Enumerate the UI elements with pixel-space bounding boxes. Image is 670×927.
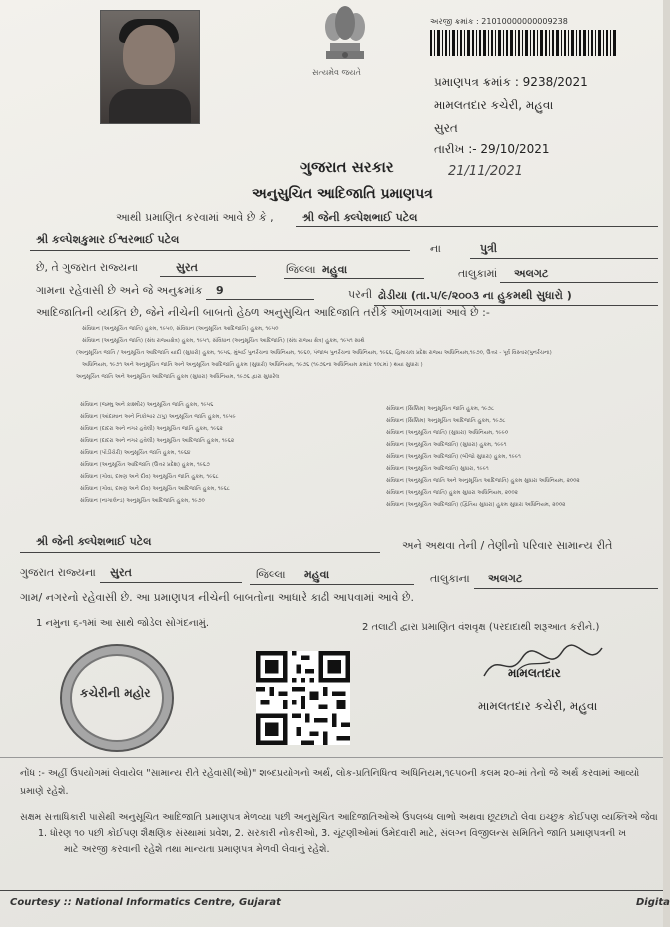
district-city: સુરત <box>176 261 198 274</box>
district: મહુવા <box>322 263 348 276</box>
qr-code <box>256 651 350 745</box>
order-right: સંવિધાન (અનુસૂચિત જાતિ) (સુધારા) અધિનિયમ, ૧૯૯૦ <box>386 430 509 436</box>
notice-line: અધિનિયમ, ૧૯૭૧ અને અનુસૂચિત જાતિ અને અનુસૂચિત આદિજાતિ હુકમ (સુધારો) અધિનિયમ, ૧૯૭૬ (૧૯૭૬ના અધિનિયમ ક્રમાંક ૧૦૮માં ) થયા સુધારા ) <box>82 362 423 368</box>
taluka-2: અલગટ <box>488 572 523 585</box>
notice-line: અનુસૂચિત જાતિ અને અનુસૂચિત આદિજાતિ હુકમ (સુધારા) અધિનિયમ, ૧૯૭૬ દ્વારા સુધારેલ <box>76 374 280 380</box>
order-left: સંવિધાન (પોંડીચેરી) અનુસૂચિત જાતિ હુકમ, ૧૯૬૪ <box>80 450 191 456</box>
community: ઢોડીયા (તા.૫/૯/૨૦૦૩ ના હુકમથી સુધારો ) <box>378 289 572 302</box>
community-label: પરની <box>348 288 373 301</box>
order-right: સંવિધાન (અનુસૂચિત આદિજાતિ) (બીજો સુધારા) હુકમ, ૧૯૯૧ <box>386 454 521 460</box>
district-2: મહુવા <box>304 568 330 581</box>
order-left: સંવિધાન (દાદરા અને નગર હવેલી) અનુસૂચિત જાતિ હુકમ, ૧૯૬૨ <box>80 426 223 432</box>
order-right: સંવિધાન (સિક્કિમ) અનુસૂચિત આદિજાતિ હુકમ, ૧૯૭૮ <box>386 418 506 424</box>
village-prefix: ગામના રહેવાસી છે અને જે અનુક્રમાંક <box>36 284 203 297</box>
issuing-place: સુરત <box>434 121 458 135</box>
serial-item: 9 <box>216 284 224 297</box>
order-right: સંવિધાન (અનુસૂચિત જાતિ અને અનુસૂચિત આદિજાતિ) હુકમ સુધારા અધિનિયમ, ૨૦૦૨ <box>386 478 580 484</box>
footer-courtesy: Courtesy :: National Informatics Centre, Gujarat <box>10 897 281 908</box>
handwritten-date: 21/11/2021 <box>448 164 523 179</box>
order-left: સંવિધાન (જમ્મુ અને કાશ્મીર) અનુસૂચિત જાતિ હુકમ, ૧૯૫૬ <box>80 402 214 408</box>
note-2: સક્ષમ સત્તાધિકારી પાસેથી અનુસૂચિત આદિજાતિ પ્રમાણપત્ર મેળવ્યા પછી અનુસૂચિત આદિજાતિઓએ ઉપલબ્ધ લાભો અથવા છૂટછાટો લેવા ઇચ્છુક કોઈપણ વ્યક્તિએ જેવા <box>20 812 658 823</box>
relation: પુત્રી <box>480 242 498 255</box>
order-right: સંવિધાન (અનુસૂચિત આદિજાતિ) (સુધારા) હુકમ, ૧૯૯૧ <box>386 442 507 448</box>
basis-2: 2 તલાટી દ્વારા પ્રમાણિત વંશવૃક્ષ (પરદાદાથી શરૂઆત કરીને.) <box>362 622 600 633</box>
certificate-title: અનુસુચિત આદિજાતિ પ્રમાણપત્ર <box>252 186 433 202</box>
taluka-label: તાલુકામાં <box>458 267 498 280</box>
emblem-caption: સત્યમેવ જયતે <box>312 68 361 77</box>
notice-line: સંવિધાન (અનુસૂચિત જાતિ) હુકમ, ૧૯૫૦, સંવિધાન (અનુસૂચિત આદિજાતિ) હુકમ, ૧૯૫૦ <box>82 326 279 332</box>
footer-right: Digita <box>636 897 670 908</box>
basis-1: 1 નમુના ૬-૧માં આ સાથે જોડેલ સોગંદનામું. <box>36 618 210 629</box>
intro-text: આથી પ્રમાણિત કરવામાં આવે છે કે , <box>116 211 274 224</box>
order-right: સંવિધાન (અનુસૂચિત આદિજાતિ) (દ્વિતિય સુધારા) હુકમ સુધારા અધિનિયમ, ૨૦૦૨ <box>386 502 566 508</box>
parent-name: શ્રી કલ્પેશકુમાર ઈશ્વરભાઈ પટેલ <box>36 233 180 246</box>
family-text: અને અથવા તેની / તેણીનો પરિવાર સામાન્ય રીતે <box>402 539 613 552</box>
notice-line: સંવિધાન (અનુસૂચિત જાતિ) (સંઘ રાજ્યક્ષેત્ર) હુકમ, ૧૯૫૧, સંવિધાન (અનુસૂચિત આદિજાતિ) (સંઘ રાજ્ય ક્ષેત્ર) હુકમ, ૧૯૫૧ સાથે <box>82 338 365 344</box>
order-left: સંવિધાન (દાદરા અને નગર હવેલી) અનુસૂચિત આદિજાતિ હુકમ, ૧૯૬૨ <box>80 438 235 444</box>
resident-text: ગામ/ નગરનો રહેવાસી છે. આ પ્રમાણપત્ર નીચેની બાબતોના આધારે કાઢી આપવામાં આવે છે. <box>20 591 415 604</box>
district-label: જિલ્લા <box>286 263 316 276</box>
order-left: સંવિધાન (અનુસૂચિત આદિજાતિ (ઉત્તર પ્રદેશ) હુકમ, ૧૯૬૭ <box>80 462 210 468</box>
barcode <box>430 30 618 56</box>
note-1b: પ્રમાણે રહેશે. <box>20 786 69 797</box>
applicant-name: શ્રી જેની ક્લ્પેશભાઈ પટેલ <box>302 211 418 224</box>
taluka: અલગટ <box>514 267 549 280</box>
signatory-office: મામલતદાર કચેરી, મહુવા <box>478 699 598 713</box>
application-serial: અરજી ક્રમાંક : 21010000000009238 <box>430 17 568 26</box>
district-city-2: સુરત <box>110 566 132 579</box>
order-right: સંવિધાન (અનુસૂચિત આદિજાતિ) સુધારા, ૧૯૯૧ <box>386 466 489 472</box>
government-title: ગુજરાત સરકાર <box>300 158 394 176</box>
order-right: સંવિધાન (અનુસૂચિત જાતિ) હુકમ સુધારા અધિનિયમ, ૨૦૦૨ <box>386 490 518 496</box>
order-left: સંવિધાન (ગોવા, દમણ અને દીવ) અનુસૂચિત જાતિ હુકમ, ૧૯૬૮ <box>80 474 219 480</box>
applicant-photo <box>100 10 200 124</box>
seal-text: કચેરીની મહોર <box>80 686 151 700</box>
district-label-2: જિલ્લા <box>256 568 286 581</box>
relation-prefix: ના <box>430 242 441 255</box>
issue-date: તારીખ :- 29/10/2021 <box>434 142 550 156</box>
national-emblem-icon <box>318 3 372 65</box>
note-1: નોંધ :- અહીં ઉપયોગમાં લેવાયેલ "સામાન્ય રીતે રહેવાસી(ઓ)" શબ્દપ્રયોગનો અર્થ, લોક-પ્રતિનિધિત્વ અધિનિયમ,૧૯૫૦ની કલમ ૨૦-માં તેનો જે અર્થ કરવામાં આવ્યો <box>20 768 640 779</box>
signatory-title: મામલતદાર <box>508 666 561 680</box>
issuing-office: મામલતદાર કચેરી, મહુવા <box>434 98 554 112</box>
note-4: માટે અરજી કરવાની રહેશે તથા માન્યતા પ્રમાણપત્ર મેળવી લેવાનું રહેશે. <box>64 844 330 855</box>
order-left: સંવિધાન (આંદામાન અને નિકોબાર ટાપુ) અનુસૂચિત જાતિ હુકમ, ૧૯૫૯ <box>80 414 236 420</box>
order-left: સંવિધાન (નાગાલેન્ડ) અનુસૂચિત આદિજાતિ હુકમ, ૧૯૭૦ <box>80 498 205 504</box>
state-prefix: છે, તે ગુજરાત રાજ્યના <box>36 261 139 274</box>
order-left: સંવિધાન (ગોવા, દમણ અને દીવ) અનુસૂચિત આદિજાતિ હુકમ, ૧૯૬૮ <box>80 486 230 492</box>
applicant-name-2: શ્રી જેની ક્લ્પેશભાઈ પટેલ <box>36 535 152 548</box>
taluka-label-2: તાલુકાના <box>430 572 470 585</box>
state2-prefix: ગુજરાત રાજ્યના <box>20 566 96 579</box>
certificate-number: પ્રમાણપત્ર ક્રમાંક : 9238/2021 <box>434 75 588 89</box>
order-right: સંવિધાન (સિક્કિમ) અનુસૂચિત જાતિ હુકમ, ૧૯૭૮ <box>386 406 495 412</box>
note-3: 1. ધોરણ ૧૦ પછી કોઈપણ શૈક્ષણિક સંસ્થામાં પ્રવેશ, 2. સરકારી નોકરીઓ, 3. ચૂંટણીઓમાં ઉમેદવારી માટે, સંલગ્ન વિજીલન્સ સમિતિને જાતિ પ્રમાણપત્રની ખ <box>38 828 627 839</box>
recognized-statement: આદિજાતિની વ્યક્તિ છે, જેને નીચેની બાબતો હેઠળ અનુસુચિત આદિજાતિ તરીકે ઓળખવામાં આવે છે :- <box>36 306 490 319</box>
notice-line: (અનુસૂચિત જાતિ / અનુસૂચિત આદિજાતિ યાદી (સુધારો) હુકમ, ૧૯૫૬, મુંબઈ પુનર્રચના અધિનિયમ, ૧૯૬૦, પંજાબ પુનર્રચના અધિનિયમ, ૧૯૬૬, હિમાચલ પ્રદેશ રાજ્ય અધિનિયમ,૧૯૭૦, ઉત્તર - પૂર્વ વિસ્તાર(પુનર્રચના) <box>76 350 552 356</box>
